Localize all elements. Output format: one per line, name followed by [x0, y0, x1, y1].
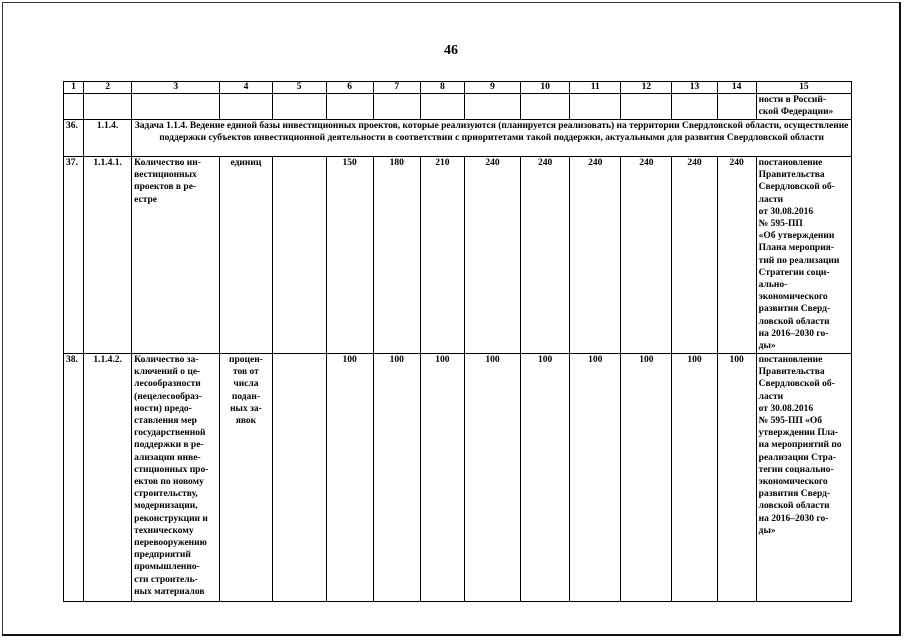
value-cell: 240 — [717, 157, 756, 354]
column-header: 6 — [326, 82, 373, 94]
column-header: 15 — [756, 82, 851, 94]
continuation-row — [64, 94, 852, 120]
value-cell: 240 — [464, 157, 520, 354]
indicator-name: Количество ин- вестиционных проектов в ре- естре — [132, 157, 220, 354]
row-code: 1.1.4.1. — [84, 157, 132, 354]
value-cell: 240 — [621, 157, 672, 354]
document-page — [2, 2, 901, 636]
value-cell: 100 — [373, 354, 420, 602]
value-cell: 100 — [326, 354, 373, 602]
value-cell: 210 — [420, 157, 464, 354]
value-cell: 240 — [570, 157, 621, 354]
value-cell: 100 — [464, 354, 520, 602]
column-header: 11 — [570, 82, 621, 94]
column-header: 9 — [464, 82, 520, 94]
column-header: 3 — [132, 82, 220, 94]
value-cell: 180 — [373, 157, 420, 354]
source-document: постановление Правительства Свердловской об- ласти от 30.08.2016 № 595-ПП «Об утверждении Пла- на мероприятий по реализации Стра- тегии социально- экономического развития Сверд- ловской области на 2016–2030 го- ды» — [756, 354, 851, 602]
row-number: 38. — [64, 354, 84, 602]
table-row — [64, 354, 852, 602]
table-row — [64, 157, 852, 354]
indicators-table — [63, 81, 852, 602]
unit: процен- тов от числа подан- ных за- явок — [220, 354, 272, 602]
column-5-value — [272, 157, 326, 354]
column-header: 1 — [64, 82, 84, 94]
value-cell: 240 — [521, 157, 570, 354]
column-header: 10 — [521, 82, 570, 94]
value-cell: 100 — [717, 354, 756, 602]
row-code: 1.1.4.2. — [84, 354, 132, 602]
row-number: 37. — [64, 157, 84, 354]
column-header: 4 — [220, 82, 272, 94]
row-number: 36. — [64, 120, 84, 157]
value-cell: 100 — [621, 354, 672, 602]
header-row — [64, 82, 852, 94]
value-cell: 100 — [420, 354, 464, 602]
value-cell: 100 — [521, 354, 570, 602]
source-document: постановление Правительства Свердловской об- ласти от 30.08.2016 № 595-ПП «Об утверждении Плана мероприя- тий по реализации Стратегии соци- ально- экономического развития Сверд- ловской области на 2016–2030 го- ды» — [756, 157, 851, 354]
row-code: 1.1.4. — [84, 120, 132, 157]
column-header: 5 — [272, 82, 326, 94]
value-cell: 240 — [672, 157, 717, 354]
column-header: 7 — [373, 82, 420, 94]
value-cell: 100 — [570, 354, 621, 602]
column-header: 13 — [672, 82, 717, 94]
page-number: 46 — [444, 43, 458, 58]
task-row — [64, 120, 852, 157]
column-header: 12 — [621, 82, 672, 94]
column-header: 8 — [420, 82, 464, 94]
task-description: Задача 1.1.4. Ведение единой базы инвестиционных проектов, которые реализуются (планируется реализовать) на территории Свердловской области, осуществление поддержки субъектов инвестиционной деятельности в соответствии с приоритетами такой поддержки, актуальными для развития Свердловской области — [132, 120, 852, 157]
value-cell: 100 — [672, 354, 717, 602]
indicator-name: Количество за- ключений о це- лесообразности (нецелесообраз- ности) предо- ставления мер государственной поддержки в ре- ализации инве- стиционных про- ектов по новому строительству, модернизации, реконструкции и техническому перевооружению предприятий промышленно- сти строитель- ных материалов — [132, 354, 220, 602]
value-cell: 150 — [326, 157, 373, 354]
column-5-value — [272, 354, 326, 602]
column-header: 14 — [717, 82, 756, 94]
column-header: 2 — [84, 82, 132, 94]
continuation-source: ности в Россий- ской Федерации» — [756, 94, 851, 120]
unit: единиц — [220, 157, 272, 354]
